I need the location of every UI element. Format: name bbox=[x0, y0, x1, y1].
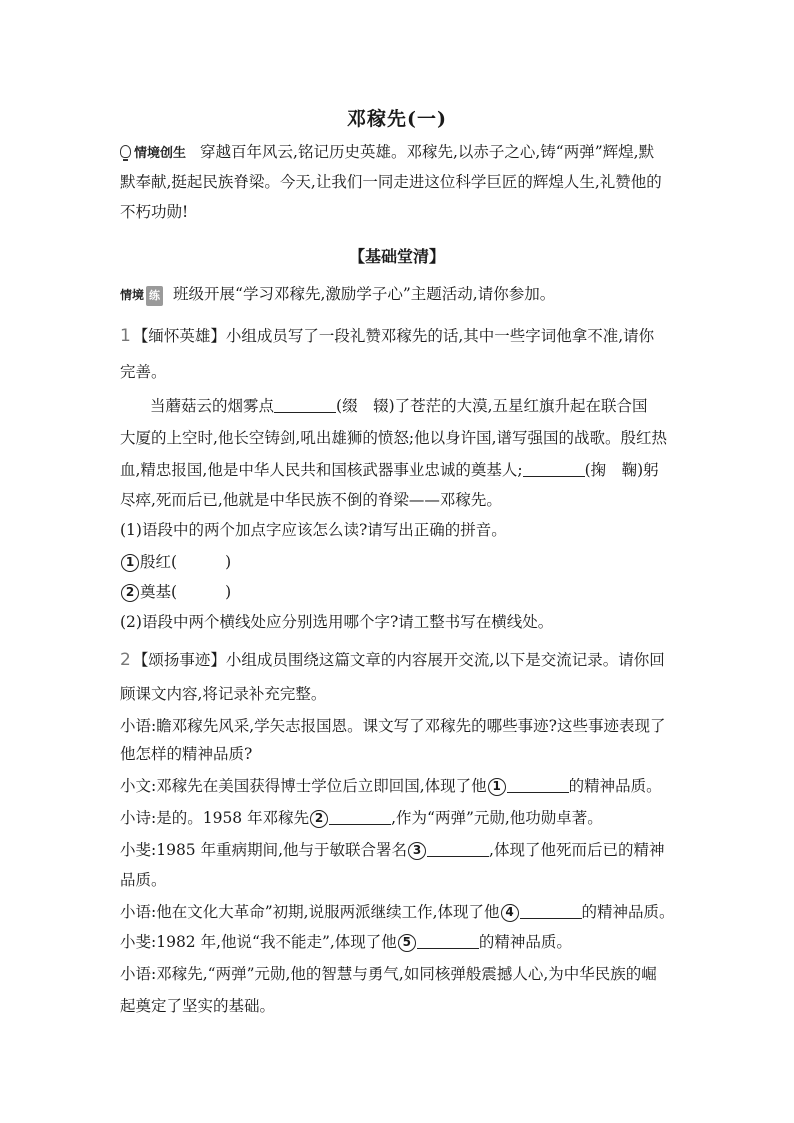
dialogue-5 bbox=[120, 902, 675, 922]
dialogue-2b: 的精神品质。 bbox=[568, 777, 662, 795]
intro-line-3: 不朽功勋! bbox=[120, 203, 189, 221]
q2-number: 2 bbox=[120, 650, 131, 670]
circled-number: 1 bbox=[121, 554, 139, 572]
q1-sub-2: (2)语段中两个横线处应分别选用哪个字?请工整书写在横线处。 bbox=[120, 613, 554, 631]
context-tag-label: 情境 bbox=[120, 288, 145, 302]
dialogue-3a: 小诗:是的。1958 年邓稼先 bbox=[120, 809, 310, 827]
circled-number: 2 bbox=[121, 584, 139, 602]
close-paren: ) bbox=[225, 583, 232, 601]
section-heading: 【基础堂清】 bbox=[348, 247, 445, 266]
dialogue-1a: 小语:瞻邓稼先风采,学矢志报国恩。课文写了邓稼先的哪些事迹?这些事迹表现了 bbox=[120, 717, 666, 735]
dialogue-4c: 品质。 bbox=[120, 871, 167, 889]
context-line bbox=[120, 284, 555, 306]
q1-sub-1a-text: 殷红( bbox=[140, 553, 178, 571]
answer-blank-5[interactable] bbox=[427, 842, 489, 857]
dialogue-3b: ,作为“两弹”元勋,他功勋卓著。 bbox=[391, 809, 603, 827]
circled-number: 2 bbox=[310, 810, 328, 828]
dialogue-6 bbox=[120, 932, 572, 952]
dialogue-4a: 小斐:1985 年重病期间,他与于敏联合署名 bbox=[120, 841, 408, 859]
dialogue-2 bbox=[120, 776, 662, 796]
intro-text-1: 穿越百年风云,铭记历史英雄。邓稼先,以赤子之心,铸“两弹”辉煌,默 bbox=[200, 143, 655, 161]
dialogue-7b: 起奠定了坚实的基础。 bbox=[120, 997, 276, 1015]
page-title: 邓稼先(一) bbox=[347, 108, 447, 130]
close-paren: ) bbox=[225, 553, 232, 571]
q2-line-2: 顾课文内容,将记录补充完整。 bbox=[120, 685, 327, 703]
dialogue-6b: 的精神品质。 bbox=[478, 933, 572, 951]
q1-sub-1: (1)语段中的两个加点字应该怎么读?请写出正确的拼音。 bbox=[120, 521, 507, 539]
q1-sub-1a bbox=[120, 552, 231, 572]
q1-passage-2: 大厦的上空时,他长空铸剑,吼出雄狮的愤怒;他以身许国,谱写强国的战歌。殷红热 bbox=[120, 429, 668, 447]
intro-tag-label: 情境创生 bbox=[134, 146, 187, 161]
dialogue-4 bbox=[120, 840, 664, 860]
dialogue-5a: 小语:他在文化大革命”初期,说服两派继续工作,体现了他 bbox=[120, 903, 500, 921]
answer-blank-1[interactable] bbox=[274, 398, 336, 413]
lightbulb-icon bbox=[120, 145, 131, 158]
q2-text-1: 【颂扬事迹】小组成员围绕这篇文章的内容展开交流,以下是交流记录。请你回 bbox=[132, 651, 665, 669]
q1-passage-1 bbox=[150, 396, 648, 416]
q1-sub-1b-text: 奠基( bbox=[140, 583, 178, 601]
dialogue-1b: 他怎样的精神品质? bbox=[120, 745, 253, 763]
q1-passage-3 bbox=[120, 460, 659, 480]
dialogue-3 bbox=[120, 808, 603, 828]
context-tag bbox=[120, 285, 163, 306]
dialogue-5b: 的精神品质。 bbox=[581, 903, 675, 921]
q1-passage-3b: (掬 鞠)躬 bbox=[584, 461, 659, 479]
answer-blank-7[interactable] bbox=[417, 934, 479, 949]
q2-line-1 bbox=[120, 650, 665, 670]
context-tag-box: 练 bbox=[146, 286, 163, 306]
circled-number: 5 bbox=[398, 934, 416, 952]
answer-blank-3[interactable] bbox=[507, 778, 569, 793]
dialogue-7a: 小语:邓稼先,“两弹”元勋,他的智慧与勇气,如同核弹般震撼人心,为中华民族的崛 bbox=[120, 965, 657, 983]
answer-blank-2[interactable] bbox=[523, 462, 585, 477]
q1-line-1 bbox=[120, 326, 654, 346]
q1-passage-4: 尽瘁,死而后已,他就是中华民族不倒的脊梁——邓稼先。 bbox=[120, 491, 502, 509]
intro-line-1 bbox=[120, 142, 654, 164]
answer-blank-4[interactable] bbox=[329, 810, 391, 825]
dialogue-4b: ,体现了他死而后已的精神 bbox=[489, 841, 665, 859]
circled-number: 1 bbox=[488, 778, 506, 796]
dialogue-2a: 小文:邓稼先在美国获得博士学位后立即回国,体现了他 bbox=[120, 777, 487, 795]
intro-tag bbox=[120, 144, 186, 164]
q1-sub-1b bbox=[120, 582, 231, 602]
intro-line-2: 默奉献,挺起民族脊梁。今天,让我们一同走进这位科学巨匠的辉煌人生,礼赞他的 bbox=[120, 173, 662, 191]
q1-text-1: 【缅怀英雄】小组成员写了一段礼赞邓稼先的话,其中一些字词他拿不准,请你 bbox=[132, 327, 655, 345]
q1-number: 1 bbox=[120, 326, 131, 346]
circled-number: 3 bbox=[408, 842, 426, 860]
q1-passage-1a: 当蘑菇云的烟雾点 bbox=[150, 397, 275, 415]
q1-passage-3a: 血,精忠报国,他是中华人民共和国核武器事业忠诚的奠基人; bbox=[120, 461, 523, 479]
answer-blank-6[interactable] bbox=[520, 904, 582, 919]
q1-passage-1b: (缀 辍)了苍茫的大漠,五星红旗升起在联合国 bbox=[336, 397, 648, 415]
q1-line-2: 完善。 bbox=[120, 363, 167, 381]
context-text: 班级开展“学习邓稼先,激励学子心”主题活动,请你参加。 bbox=[173, 285, 556, 303]
dialogue-6a: 小斐:1982 年,他说“我不能走”,体现了他 bbox=[120, 933, 397, 951]
circled-number: 4 bbox=[501, 904, 519, 922]
